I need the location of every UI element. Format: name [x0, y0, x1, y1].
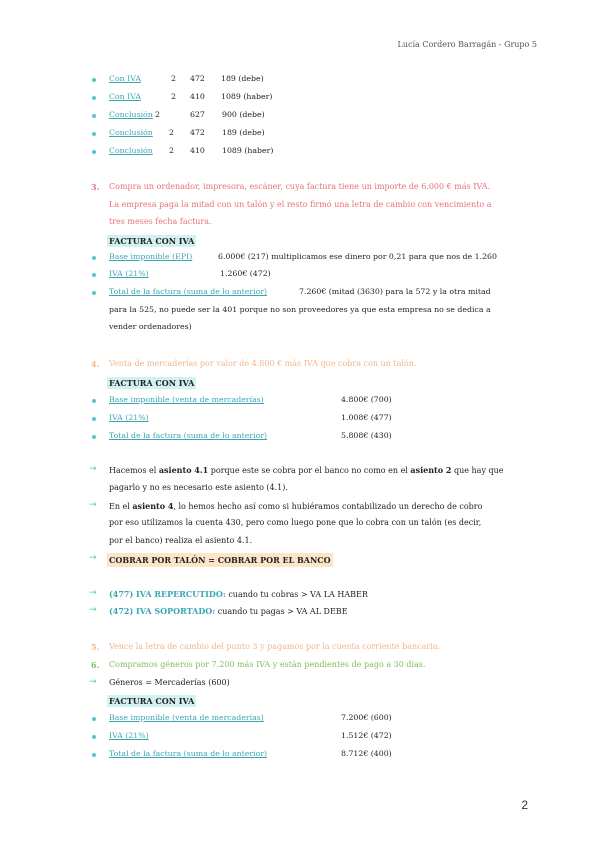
- factura-item-value: 8.712€ (400): [341, 749, 392, 758]
- factura-item-value: 7.260€ (mitad (3630) para la 572 y la otra mitad: [299, 287, 491, 296]
- section-text-line: La empresa paga la mitad con un talón y el resto firmó una letra de cambio con vencimiento a: [109, 200, 492, 209]
- section-number: 6.: [91, 660, 100, 670]
- arrow-icon: →: [89, 500, 97, 510]
- factura-item-value: 6.000€ (217) multiplicamos ese dinero por 0,21 para que nos de 1.260: [218, 252, 497, 261]
- section-text-line: Compramos géneros por 7.200 más IVA y están pendientes de pago a 30 días.: [109, 660, 426, 669]
- list-item-col2: 410: [190, 146, 205, 155]
- note-line: Hacemos el asiento 4.1 porque este se cobra por el banco no como en el asiento 2 que hay que: [109, 465, 504, 475]
- arrow-icon: →: [89, 588, 97, 598]
- bullet-icon: [92, 435, 96, 439]
- arrow-icon: →: [89, 464, 97, 474]
- bullet-icon: [92, 291, 96, 295]
- factura-item-value: 5.808€ (430): [341, 431, 392, 440]
- list-item-col1: 2: [171, 92, 176, 101]
- continuation-line: para la 525, no puede ser la 401 porque no son proveedores ya que esta empresa no se dedica a: [109, 305, 491, 314]
- list-item-col1: 2: [171, 74, 176, 83]
- list-item-label[interactable]: Conclusión: [109, 128, 153, 137]
- list-item-col2: 410: [190, 92, 205, 101]
- factura-heading: FACTURA CON IVA: [109, 696, 195, 706]
- factura-item-label[interactable]: Base imponible (venta de mercaderías): [109, 713, 264, 722]
- factura-item-value: 4.800€ (700): [341, 395, 392, 404]
- factura-item-label[interactable]: Total de la factura (suma de lo anterior): [109, 749, 268, 758]
- bullet-icon: [92, 150, 96, 154]
- bullet-icon: [92, 256, 96, 260]
- section-number: 4.: [91, 359, 100, 369]
- list-item-col3: 1089 (haber): [222, 146, 274, 155]
- factura-item-label[interactable]: Base imponible (EPI): [109, 252, 193, 261]
- factura-item-value: 7.200€ (600): [341, 713, 392, 722]
- factura-item-label[interactable]: Base imponible (venta de mercaderías): [109, 395, 264, 404]
- list-item-col3: 900 (debe): [222, 110, 265, 119]
- factura-item-value: 1.260€ (472): [220, 269, 271, 278]
- section-number: 3.: [91, 182, 100, 192]
- bullet-icon: [92, 717, 96, 721]
- iva-repercutido-line: (477) IVA REPERCUTIDO: cuando tu cobras > VA LA HABER: [109, 589, 368, 599]
- section-number: 5.: [91, 642, 100, 652]
- bullet-icon: [92, 132, 96, 136]
- list-item-col1: 2: [155, 110, 160, 119]
- list-item-label[interactable]: Con IVA: [109, 74, 141, 83]
- list-item-col2: 472: [190, 74, 205, 83]
- section-text-line: Vence la letra de cambio del punto 3 y pagamos por la cuenta corriente bancaria.: [109, 642, 441, 651]
- bullet-icon: [92, 114, 96, 118]
- list-item-col1: 2: [169, 128, 174, 137]
- continuation-line: vender ordenadores): [109, 322, 192, 331]
- bullet-icon: [92, 753, 96, 757]
- bullet-icon: [92, 417, 96, 421]
- list-item-col1: 2: [169, 146, 174, 155]
- note-line: En el asiento 4, lo hemos hecho así como si hubiéramos contabilizado un derecho de cobro: [109, 501, 483, 511]
- factura-item-value: 1.008€ (477): [341, 413, 392, 422]
- list-item-col2: 627: [190, 110, 205, 119]
- note-line: por el banco) realiza el asiento 4.1.: [109, 536, 253, 545]
- page-number: 2: [521, 798, 528, 812]
- bullet-icon: [92, 399, 96, 403]
- section-text-line: Venta de mercaderías por valor de 4.800 € más IVA que cobra con un talón.: [109, 359, 417, 368]
- list-item-col2: 472: [190, 128, 205, 137]
- list-item-col3: 1089 (haber): [221, 92, 273, 101]
- factura-item-label[interactable]: Total de la factura (suma de lo anterior): [109, 287, 268, 296]
- factura-heading: FACTURA CON IVA: [109, 236, 195, 246]
- bullet-icon: [92, 735, 96, 739]
- bullet-icon: [92, 96, 96, 100]
- factura-item-label[interactable]: IVA (21%): [109, 731, 149, 740]
- arrow-icon: →: [89, 677, 97, 687]
- note-line: por eso utilizamos la cuenta 430, pero como luego pone que lo cobra con un talón (es decir,: [109, 518, 482, 527]
- list-item-label[interactable]: Con IVA: [109, 92, 141, 101]
- arrow-icon: →: [89, 553, 97, 563]
- list-item-label[interactable]: Conclusión: [109, 110, 153, 119]
- cobrar-highlight: COBRAR POR TALÓN = COBRAR POR EL BANCO: [109, 555, 331, 565]
- factura-item-label[interactable]: IVA (21%): [109, 269, 149, 278]
- factura-item-label[interactable]: Total de la factura (suma de lo anterior): [109, 431, 268, 440]
- list-item-col3: 189 (debe): [222, 128, 265, 137]
- list-item-label[interactable]: Conclusión: [109, 146, 153, 155]
- arrow-icon: →: [89, 605, 97, 615]
- factura-item-label[interactable]: IVA (21%): [109, 413, 149, 422]
- list-item-col3: 189 (debe): [221, 74, 264, 83]
- factura-item-value: 1.512€ (472): [341, 731, 392, 740]
- arrow-line: Géneros = Mercaderías (600): [109, 678, 230, 687]
- factura-heading: FACTURA CON IVA: [109, 378, 195, 388]
- bullet-icon: [92, 273, 96, 277]
- note-line: pagarlo y no es necesario este asiento (4.1).: [109, 483, 288, 492]
- section-text-line: Compra un ordenador, impresora, escáner, cuya factura tiene un importe de 6.000 € más IVA.: [109, 182, 491, 191]
- page-header-author: Lucía Cordero Barragán - Grupo 5: [397, 40, 537, 49]
- iva-soportado-line: (472) IVA SOPORTADO: cuando tu pagas > VA AL DEBE: [109, 606, 348, 616]
- bullet-icon: [92, 78, 96, 82]
- section-text-line: tres meses fecha factura.: [109, 217, 212, 226]
